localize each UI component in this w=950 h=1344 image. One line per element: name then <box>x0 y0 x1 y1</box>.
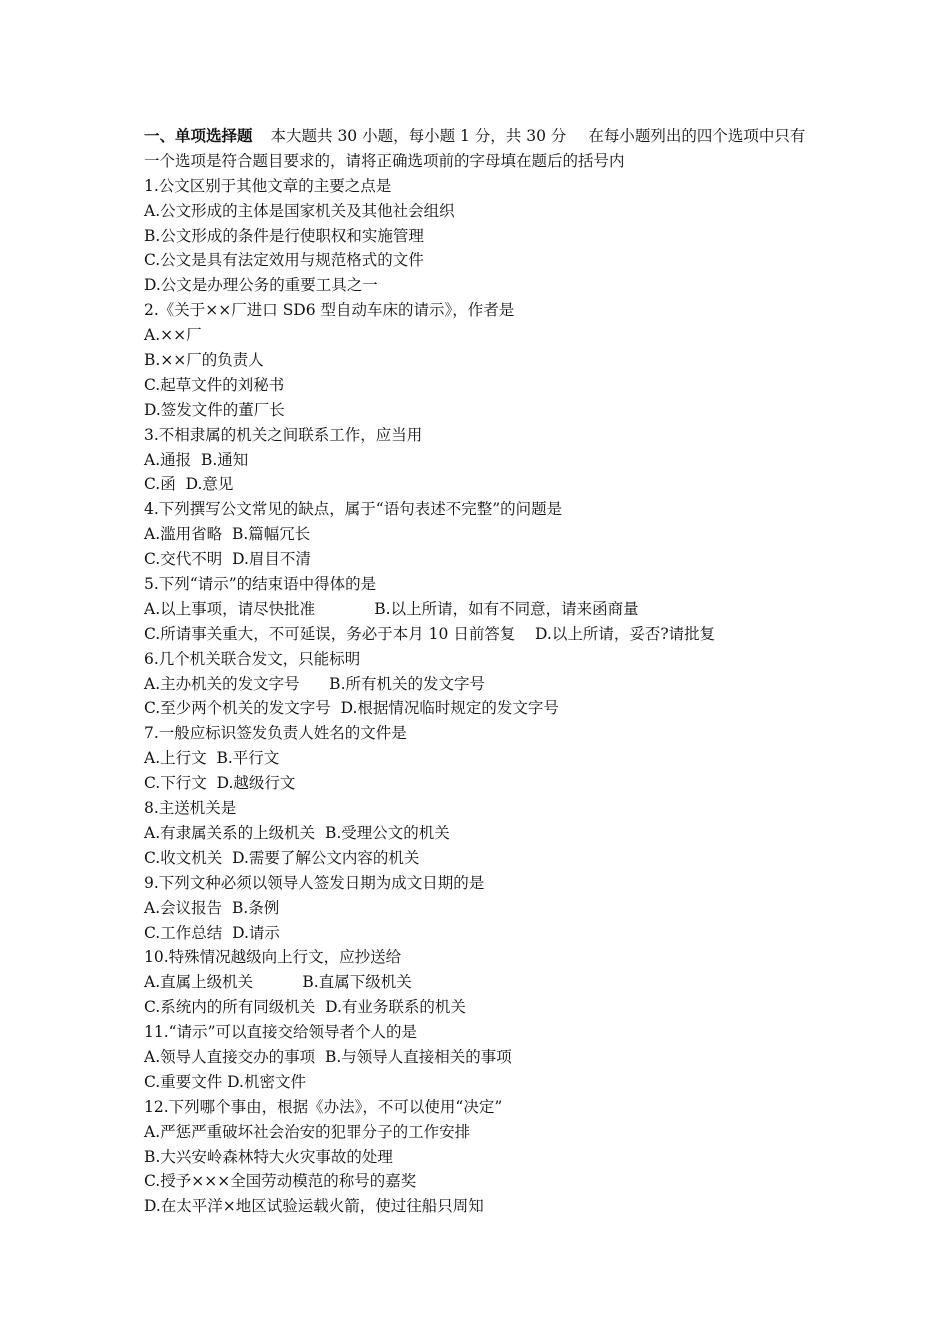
answer-option: D.在太平洋×地区试验运载火箭，使过往船只周知 <box>144 1197 484 1216</box>
answer-option: A.滥用省略 B.篇幅冗长 <box>144 525 311 544</box>
answer-option: B.大兴安岭森林特大火灾事故的处理 <box>144 1147 393 1166</box>
answer-option: C.函 D.意见 <box>144 475 234 494</box>
question-stem: 1.公文区别于其他文章的主要之点是 <box>144 176 392 195</box>
answer-option: C.收文机关 D.需要了解公文内容的机关 <box>144 848 420 867</box>
section-intro-continued: 一个选项是符合题目要求的，请将正确选项前的字母填在题后的括号内 <box>144 151 625 170</box>
answer-option: A.领导人直接交办的事项 B.与领导人直接相关的事项 <box>144 1047 512 1066</box>
section-title: 一、单项选择题 <box>144 126 253 145</box>
question-stem: 6.几个机关联合发文，只能标明 <box>144 649 361 668</box>
answer-option: C.公文是具有法定效用与规范格式的文件 <box>144 251 424 270</box>
question-stem: 10.特殊情况越级向上行文，应抄送给 <box>144 948 402 967</box>
answer-option: A.主办机关的发文字号 B.所有机关的发文字号 <box>144 674 486 693</box>
answer-option: D.签发文件的董厂长 <box>144 400 285 419</box>
section-intro-count: 本大题共 30 小题，每小题 1 分，共 30 分 <box>270 127 567 145</box>
question-stem: 5.下列“请示”的结束语中得体的是 <box>144 575 377 594</box>
answer-option: D.公文是办理公务的重要工具之一 <box>144 276 378 295</box>
section-intro-rule: 在每小题列出的四个选项中只有 <box>588 127 806 145</box>
answer-option: B.公文形成的条件是行使职权和实施管理 <box>144 226 424 245</box>
answer-option: B.××厂的负责人 <box>144 351 264 370</box>
answer-option: C.系统内的所有同级机关 D.有业务联系的机关 <box>144 998 466 1017</box>
answer-option: A.以上事项，请尽快批准 B.以上所请，如有不同意，请来函商量 <box>144 599 639 618</box>
question-list <box>144 174 824 1219</box>
answer-option: C.交代不明 D.眉目不清 <box>144 550 311 569</box>
answer-option: A.通报 B.通知 <box>144 450 249 469</box>
answer-option: C.至少两个机关的发文字号 D.根据情况临时规定的发文字号 <box>144 699 559 718</box>
question-stem: 12.下列哪个事由，根据《办法》，不可以使用“决定” <box>144 1097 503 1116</box>
answer-option: A.××厂 <box>144 326 202 345</box>
answer-option: A.上行文 B.平行文 <box>144 749 280 768</box>
answer-option: A.有隶属关系的上级机关 B.受理公文的机关 <box>144 823 450 842</box>
question-stem: 7.一般应标识签发负责人姓名的文件是 <box>144 724 407 743</box>
answer-option: A.公文形成的主体是国家机关及其他社会组织 <box>144 201 455 220</box>
answer-option: C.工作总结 D.请示 <box>144 923 280 942</box>
answer-option: A.会议报告 B.条例 <box>144 898 280 917</box>
document-page <box>144 124 824 1219</box>
answer-option: A.严惩严重破坏社会治安的犯罪分子的工作安排 <box>144 1122 471 1141</box>
answer-option: C.重要文件 D.机密文件 <box>144 1072 306 1091</box>
answer-option: A.直属上级机关 B.直属下级机关 <box>144 973 412 992</box>
question-stem: 4.下列撰写公文常见的缺点，属于“语句表述不完整”的问题是 <box>144 500 563 519</box>
answer-option: C.所请事关重大，不可延误，务必于本月 10 日前答复 D.以上所请，妥否?请批复 <box>144 624 716 643</box>
question-stem: 11.“请示”可以直接交给领导者个人的是 <box>144 1023 417 1042</box>
question-stem: 2.《关于××厂进口 SD6 型自动车床的请示》，作者是 <box>144 301 515 320</box>
question-stem: 3.不相隶属的机关之间联系工作，应当用 <box>144 425 423 444</box>
answer-option: C.授予×××全国劳动模范的称号的嘉奖 <box>144 1172 417 1191</box>
answer-option: C.下行文 D.越级行文 <box>144 774 296 793</box>
section-header <box>144 124 824 149</box>
question-stem: 8.主送机关是 <box>144 799 237 818</box>
question-stem: 9.下列文种必须以领导人签发日期为成文日期的是 <box>144 873 485 892</box>
answer-option: C.起草文件的刘秘书 <box>144 375 285 394</box>
